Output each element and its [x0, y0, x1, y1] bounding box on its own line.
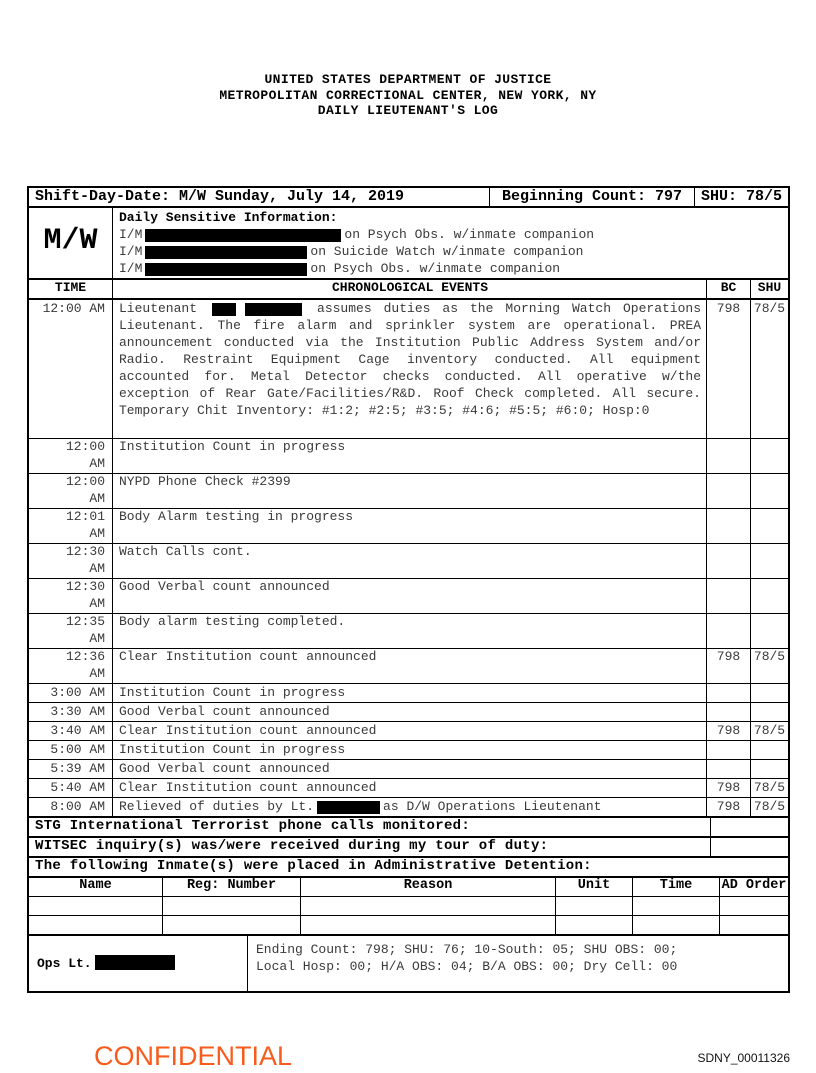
entry-shu	[750, 684, 788, 702]
title-line-logname: DAILY LIEUTENANT'S LOG	[317, 103, 499, 118]
entry-text: Good Verbal count announced	[112, 760, 706, 778]
sensitive-line-text: on Psych Obs. w/inmate companion	[310, 261, 561, 276]
entry-bc	[706, 544, 750, 578]
entry-text-before: Relieved of duties by Lt.	[119, 799, 315, 814]
ad-table-header-row	[29, 876, 788, 896]
entry-text	[112, 798, 706, 816]
log-entry-row	[29, 543, 788, 578]
redaction-bar	[95, 955, 175, 970]
document-title-block	[0, 72, 816, 119]
entry-time: 3:00 AM	[50, 685, 105, 700]
entry-shu: 78/5	[750, 300, 788, 438]
column-header-events: CHRONOLOGICAL EVENTS	[112, 280, 706, 298]
entry-text: Institution Count in progress	[112, 439, 706, 473]
log-entry-row	[29, 508, 788, 543]
log-entry-row	[29, 721, 788, 740]
entry-shu	[750, 614, 788, 648]
title-line-facility: METROPOLITAN CORRECTIONAL CENTER, NEW YORK, NY	[219, 87, 597, 103]
log-entry-row	[29, 298, 788, 438]
log-entry-row	[29, 778, 788, 797]
title-line-agency: UNITED STATES DEPARTMENT OF JUSTICE	[264, 72, 552, 87]
log-entry-row	[29, 759, 788, 778]
entry-shu	[750, 474, 788, 508]
entry-shu: 78/5	[750, 722, 788, 740]
redaction-bar	[245, 303, 302, 316]
log-entry-row	[29, 578, 788, 613]
entry-time: 3:40 AM	[50, 723, 105, 738]
stg-monitored-row	[29, 816, 788, 836]
sensitive-info-title: Daily Sensitive Information:	[119, 210, 338, 225]
sensitive-line-text: on Psych Obs. w/inmate companion	[344, 227, 595, 242]
log-entry-row	[29, 613, 788, 648]
ad-section-title: The following Inmate(s) were placed in Administrative Detention:	[35, 858, 592, 874]
ad-section-title-row	[29, 856, 788, 876]
entry-shu	[750, 439, 788, 473]
entry-text: Clear Institution count announced	[112, 722, 706, 740]
log-entry-row	[29, 740, 788, 759]
ad-cell-time	[632, 897, 719, 915]
inmate-prefix: I/M	[119, 227, 143, 242]
entry-text: Watch Calls cont.	[112, 544, 706, 578]
witsec-inquiry-row	[29, 836, 788, 856]
ops-lieutenant-cell	[29, 936, 247, 991]
ad-header-ad-order: AD Order	[719, 878, 788, 896]
log-entry-row	[29, 473, 788, 508]
witsec-inquiry-value	[710, 838, 788, 856]
entry-shu	[750, 741, 788, 759]
redaction-bar	[145, 229, 341, 242]
entry-text-before: Lieutenant	[119, 301, 198, 316]
entry-time: 12:00 AM	[42, 301, 105, 316]
ad-cell-reason	[300, 916, 555, 934]
ad-header-name: Name	[79, 878, 112, 893]
entry-text: Body Alarm testing in progress	[112, 509, 706, 543]
entry-text-after: assumes duties as the Morning Watch Operations Lieutenant. The fire alarm and sprinkler system are operational. PREA announcement conducted via the Institution Public Address System and/or Radio. Restraint Equipment Cage inventory conducted. All equipment accounted for. Metal Detector checks conducted. All operative w/the exception of Rear Gate/Facilities/R&D. Roof Check completed. All secure. Temporary Chit Inventory: #1:2; #2:5; #3:5; #4:6; #5:5; #6:0; Hosp:0	[119, 301, 701, 418]
entry-text: Clear Institution count announced	[112, 649, 706, 683]
ad-table-empty-row	[29, 896, 788, 915]
entry-bc	[706, 439, 750, 473]
entry-time: 8:00 AM	[50, 799, 105, 814]
entry-time: 12:30 AM	[65, 544, 105, 576]
entry-bc: 798	[706, 779, 750, 797]
ad-cell-name	[29, 897, 162, 915]
column-header-row	[29, 278, 788, 298]
entry-bc: 798	[706, 300, 750, 438]
entry-bc: 798	[706, 722, 750, 740]
entry-time: 5:39 AM	[50, 761, 105, 776]
inmate-prefix: I/M	[119, 244, 143, 259]
entry-time: 5:40 AM	[50, 780, 105, 795]
entry-shu: 78/5	[750, 779, 788, 797]
ops-lieutenant-label: Ops Lt.	[37, 956, 92, 971]
entry-text: Good Verbal count announced	[112, 703, 706, 721]
redaction-bar	[145, 246, 307, 259]
ad-cell-name	[29, 916, 162, 934]
ad-header-reg-number: Reg: Number	[162, 878, 300, 896]
column-header-time: TIME	[54, 280, 87, 295]
ad-cell-reason	[300, 897, 555, 915]
entry-text: Institution Count in progress	[112, 684, 706, 702]
sensitive-line-text: on Suicide Watch w/inmate companion	[310, 244, 584, 259]
entry-shu	[750, 544, 788, 578]
entry-bc	[706, 579, 750, 613]
sensitive-info-cell	[112, 208, 788, 278]
column-header-bc: BC	[706, 280, 750, 298]
entry-bc	[706, 474, 750, 508]
entry-time: 5:00 AM	[50, 742, 105, 757]
log-entry-row	[29, 702, 788, 721]
entry-bc	[706, 614, 750, 648]
ops-lieutenant-row	[29, 934, 788, 991]
log-entry-row	[29, 648, 788, 683]
ad-table-empty-row	[29, 915, 788, 934]
ad-cell-unit	[555, 897, 632, 915]
beginning-count: Beginning Count: 797	[489, 188, 694, 206]
sensitive-line	[119, 226, 784, 243]
stg-monitored-label: STG International Terrorist phone calls monitored:	[35, 818, 471, 834]
entry-bc	[706, 509, 750, 543]
entry-bc: 798	[706, 649, 750, 683]
entry-text: Good Verbal count announced	[112, 579, 706, 613]
redaction-bar	[212, 303, 236, 316]
ad-cell-reg-number	[162, 916, 300, 934]
sensitive-line	[119, 243, 784, 260]
stg-monitored-value	[710, 818, 788, 836]
ad-header-unit: Unit	[555, 878, 632, 896]
ending-count-line-2: Local Hosp: 00; H/A OBS: 04; B/A OBS: 00; Dry Cell: 00	[256, 959, 678, 974]
shift-day-date: Shift-Day-Date: M/W Sunday, July 14, 2019	[35, 188, 405, 205]
entry-time: 12:00 AM	[65, 439, 105, 471]
ad-cell-time	[632, 916, 719, 934]
bates-number: SDNY_00011326	[697, 1051, 790, 1065]
entry-time: 12:30 AM	[65, 579, 105, 611]
witsec-inquiry-label: WITSEC inquiry(s) was/were received during my tour of duty:	[35, 838, 549, 854]
confidential-stamp: CONFIDENTIAL	[94, 1041, 293, 1071]
entry-time: 12:01 AM	[65, 509, 105, 541]
watch-code-cell	[29, 208, 112, 278]
ad-cell-unit	[555, 916, 632, 934]
shu-count: SHU: 78/5	[694, 188, 788, 206]
ad-header-reason: Reason	[300, 878, 555, 896]
entry-bc	[706, 684, 750, 702]
entry-shu: 78/5	[750, 649, 788, 683]
log-entry-row	[29, 683, 788, 702]
shift-header-row	[29, 188, 788, 206]
entry-shu	[750, 760, 788, 778]
entry-bc	[706, 741, 750, 759]
watch-code: M/W	[43, 224, 98, 258]
ending-count-line-1: Ending Count: 798; SHU: 76; 10-South: 05; SHU OBS: 00;	[256, 942, 678, 957]
entry-shu	[750, 579, 788, 613]
entry-bc: 798	[706, 798, 750, 816]
log-entry-row	[29, 438, 788, 473]
lieutenants-log-table	[27, 186, 790, 993]
log-entry-row	[29, 797, 788, 816]
entry-bc	[706, 703, 750, 721]
entry-time: 3:30 AM	[50, 704, 105, 719]
entry-shu	[750, 703, 788, 721]
ad-cell-ad-order	[719, 897, 788, 915]
ending-count-summary	[247, 936, 788, 991]
inmate-prefix: I/M	[119, 261, 143, 276]
entry-shu	[750, 509, 788, 543]
ad-header-time: Time	[632, 878, 719, 896]
redaction-bar	[317, 801, 380, 814]
entry-shu: 78/5	[750, 798, 788, 816]
entry-text: NYPD Phone Check #2399	[112, 474, 706, 508]
entry-text: Clear Institution count announced	[112, 779, 706, 797]
column-header-shu: SHU	[750, 280, 788, 298]
ad-cell-reg-number	[162, 897, 300, 915]
entry-text	[112, 300, 706, 438]
sensitive-line	[119, 260, 784, 277]
entry-time: 12:36 AM	[65, 649, 105, 681]
entry-text: Body alarm testing completed.	[112, 614, 706, 648]
sensitive-info-row	[29, 206, 788, 278]
entry-time: 12:00 AM	[65, 474, 105, 506]
entry-text: Institution Count in progress	[112, 741, 706, 759]
entry-bc	[706, 760, 750, 778]
ad-cell-ad-order	[719, 916, 788, 934]
entry-text-after: as D/W Operations Lieutenant	[383, 799, 602, 814]
entry-time: 12:35 AM	[65, 614, 105, 646]
redaction-bar	[145, 263, 307, 276]
